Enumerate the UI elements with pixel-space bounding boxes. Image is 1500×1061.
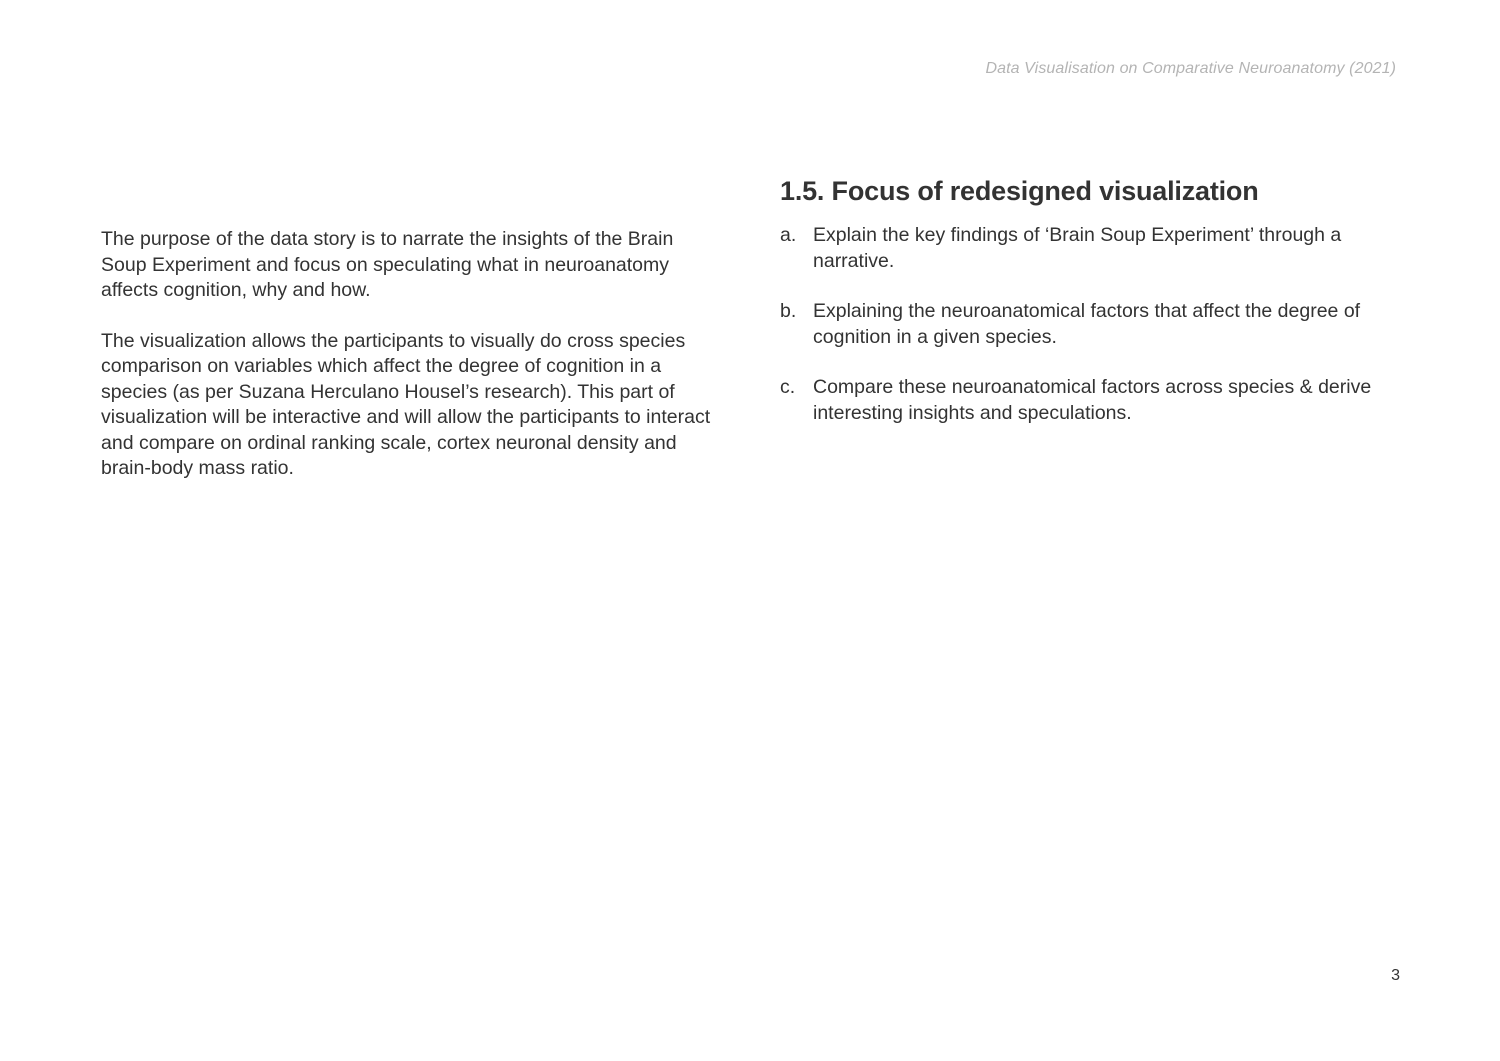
running-header: Data Visualisation on Comparative Neuroanatomy (2021) bbox=[985, 60, 1396, 77]
page-number: 3 bbox=[1391, 967, 1400, 984]
focus-section bbox=[780, 172, 1400, 451]
list-item bbox=[780, 299, 1400, 350]
section-title: 1.5. Focus of redesigned visualization bbox=[780, 176, 1259, 206]
list-item-text: Compare these neuroanatomical factors across species & derive interesting insights and speculations. bbox=[813, 376, 1372, 424]
list-marker: c. bbox=[780, 376, 796, 398]
list-marker: b. bbox=[780, 300, 797, 322]
list-item bbox=[780, 375, 1400, 426]
intro-paragraph: The visualization allows the participants to visually do cross species comparison on variables which affect the degree of cognition in a species (as per Suzana Herculano Housel’s research). This part of visualization will be interactive and will allow the participants to interact and compare on ordinal ranking scale, cortex neuronal density and brain-body mass ratio. bbox=[101, 329, 711, 479]
list-marker: a. bbox=[780, 224, 797, 246]
list-item-text: Explain the key findings of ‘Brain Soup Experiment’ through a narrative. bbox=[813, 224, 1342, 272]
list-item bbox=[780, 223, 1400, 274]
intro-paragraph: The purpose of the data story is to narrate the insights of the Brain Soup Experiment and focus on speculating what in neuroanatomy affects cognition, why and how. bbox=[101, 228, 674, 301]
focus-list bbox=[780, 223, 1400, 426]
list-item-text: Explaining the neuroanatomical factors that affect the degree of cognition in a given species. bbox=[813, 300, 1361, 348]
intro-column bbox=[101, 227, 711, 507]
